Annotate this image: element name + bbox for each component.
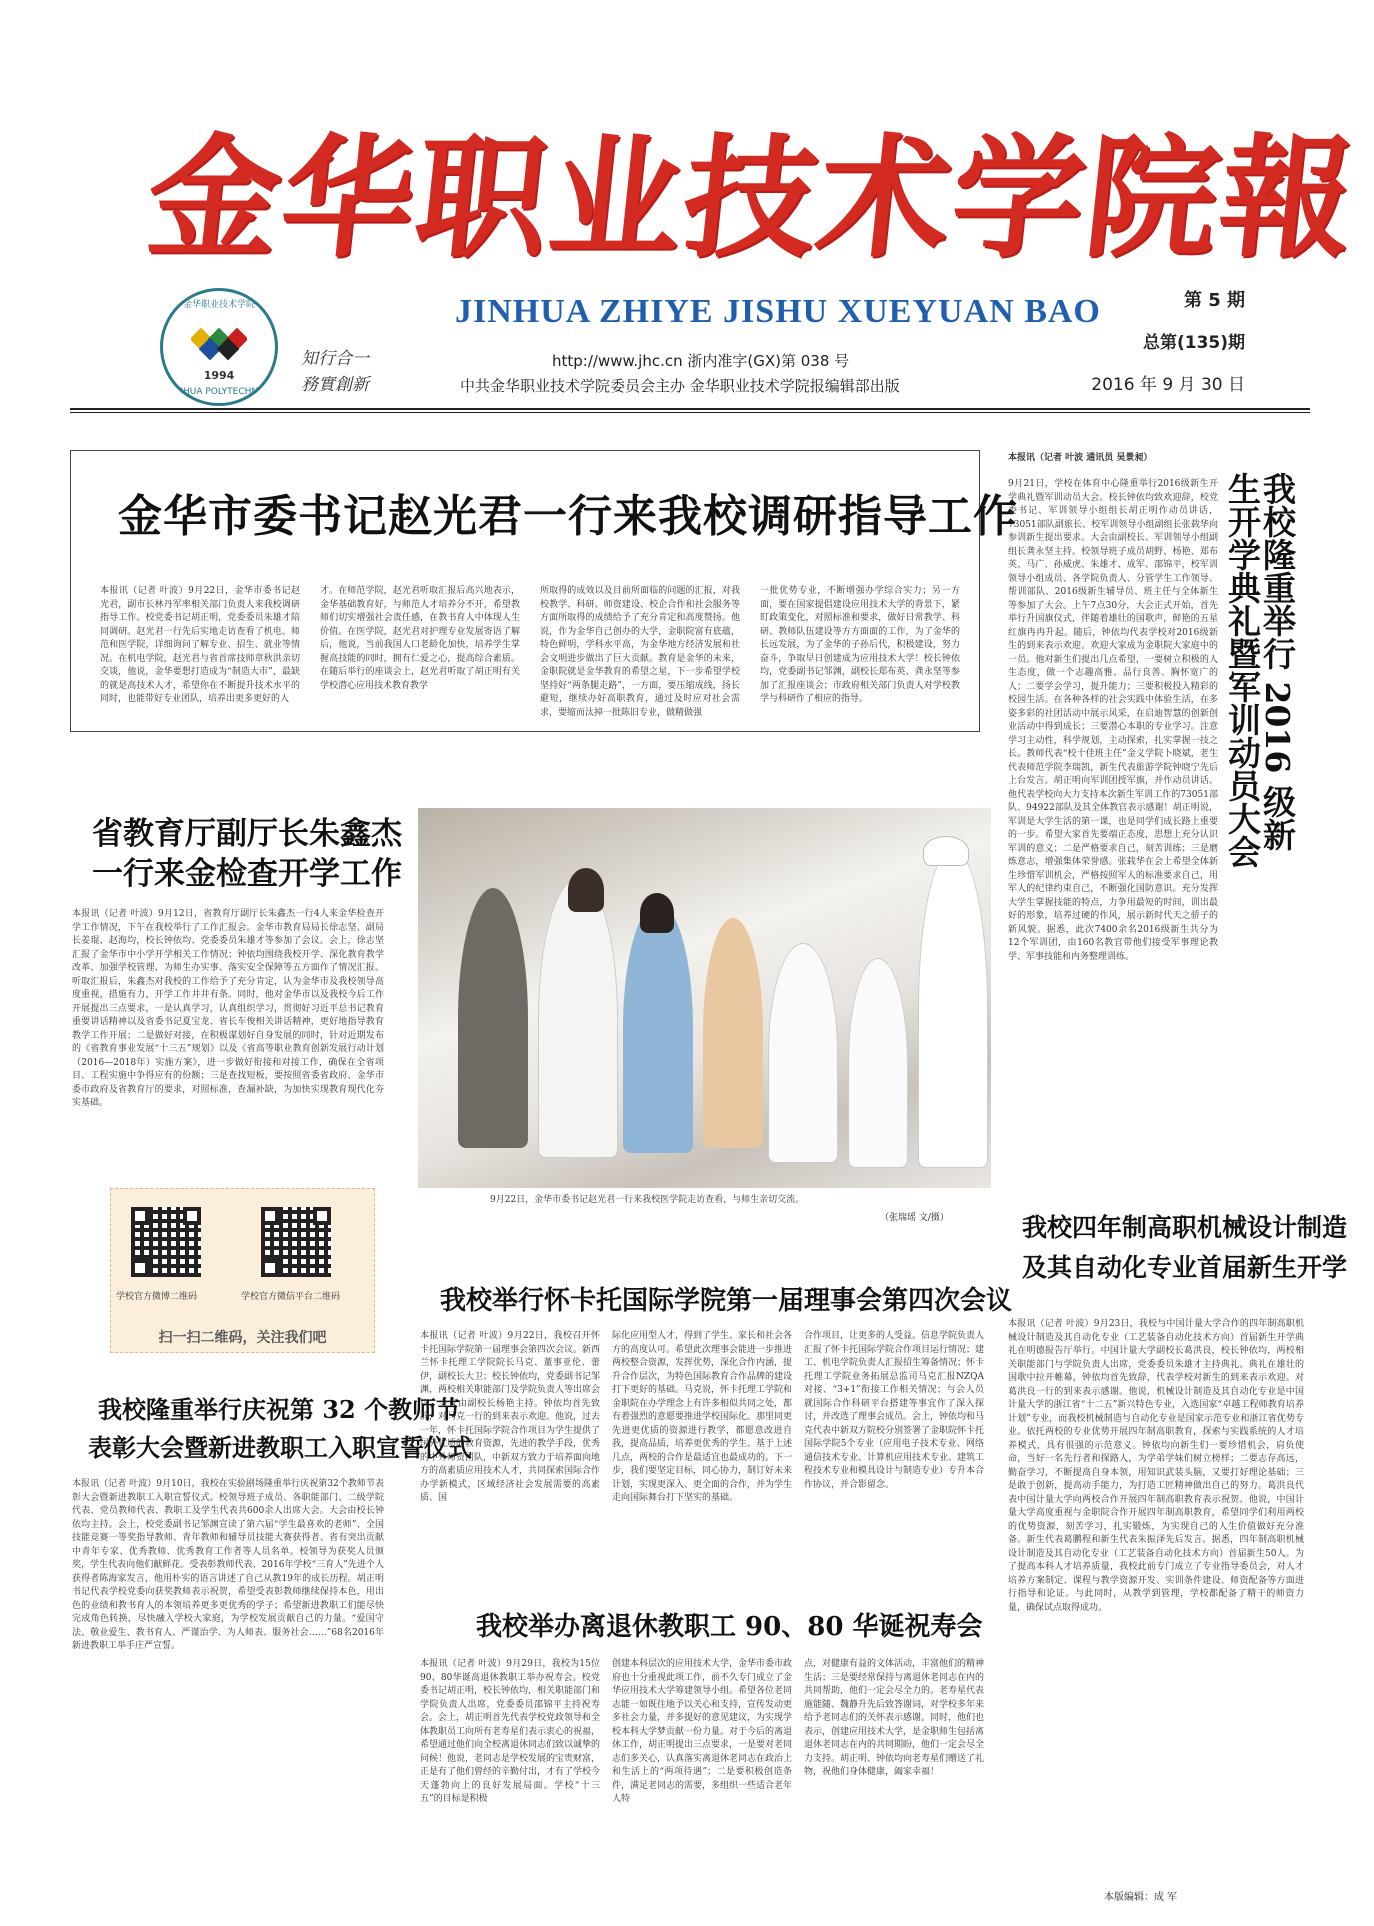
lead-column-1: 本报讯（记者 叶波）9月22日，金华市委书记赵光君，副市长林丹军率相关部门负责人来我校调研指导工作。校党委书记胡正明，党委委员朱雄才陪同调研。赵光君一行先后实地走访查看了机电、师范和医学院，详细询问了解专业、招生、就业等情况。在机电学院，赵光君与省首席技师章秋洪亲切交谈，他说，金华要想打造成为“制造大市”，最缺的就是高技术人才，希望你在不断提升技术水平的同时，也能带好专业团队，培养出更多更好的人: [100, 586, 300, 704]
logo-text-bottom: JINHUA POLYTECHNIC: [170, 387, 268, 397]
right-article-headline: 我校隆重举行 2016 级新生开学典礼暨军训动员大会: [1223, 472, 1297, 868]
issue-number: 第 5 期: [1183, 290, 1245, 311]
college-motto: [290, 346, 380, 398]
council-headline: 我校举行怀卡托国际学院第一届理事会第四次会议: [440, 1286, 1013, 1316]
logo-emblem-icon: [191, 327, 247, 361]
sponsor-line: 中共金华职业技术学院委员会主办 金华职业技术学院报编辑部出版: [460, 377, 900, 395]
council-column-1: 本报讯（记者 叶波）9月22日，我校召开怀卡托国际学院第一届理事会第四次会议。新西兰怀卡托理工学院院长马克、董事亚伦、蕾伊，副校长大卫；校长钟依均，党委副书记邹渊，两校相关职能部门及学院负责人等出席会议，会议由副校长杨艳主持。钟依均首先致辞，对马克一行的到来表示欢迎。他说，过去一年，怀卡托国际学院合作项目为学生提供了国外优质的教育资源，先进的教学手段，优秀的中外师资团队，中新双方致力于培养面向地方的高素质应用技术人才，共同探索国际合作办学新模式，区域经济社会发展需要的高素质、国: [420, 1331, 600, 1503]
photo-credit: （张瑞瑶 文/摄）: [880, 1213, 949, 1223]
wechat-qr-label: 学校官方微信平台二维码: [241, 1292, 341, 1302]
council-column-3: 合作项目，让更多的人受益。信息学院负责人汇报了怀卡托国际学院合作项目运行情况；建工、机电学院负责人汇报招生筹备情况；怀卡托理工学院业务拓展总监司马克汇报NZQA对接、“3+1”衔接工作相关情况；与会人员就国际合作科研平台搭建等事宜作了深入探讨，并改选了理事会成员。会上，钟依均和马克代表中新双方院校分别签署了金职院怀卡托国际学院5个专业（应用电子技术专业、网络通信技术专业、计算机应用技术专业、建筑工程技术专业和模具设计与制造专业）专升本合作协议，并合影留念。: [804, 1331, 984, 1490]
logo-year: 1994: [203, 369, 235, 382]
teacher-headline-line-1: 我校隆重举行庆祝第 32 个教师节: [98, 1395, 461, 1424]
mech-headline-line-2: 及其自动化专业首届新生开学: [1022, 1253, 1348, 1282]
edu-article-body: 本报讯（记者 叶波）9月12日，省教育厅副厅长朱鑫杰一行4人来金华检查开学工作情况，下午在我校举行了工作汇报会。金华市教育局局长徐志坚、副局长姜琨、赵海均，校长钟依均、党委委员朱雄才等参加了会议。会上，徐志坚汇报了金华市中小学开学相关工作情况；钟依均围绕我校开学、深化教育教学改革、加强学校管理、为师生办实事、落实安全保障等五方面作了情况汇报。听取汇报后，朱鑫杰对我校的工作给予了充分肯定，认为金华市及我校领导高度重视，措施有力，开学工作井井有条。同时，他对金华市以及我校今后工作开展提出三点要求，一是认真学习，认真组织学习，贯彻好习近平总书记教育重要讲话精神以及省委书记夏宝龙、省长车俊相关讲话精神，更好地指导教育教学工作开展；二是做好对接，在积极谋划好自身发展的同时，针对近期发布的《省教育事业发展“十三五”规划》以及《省高等职业教育创新发展行动计划（2016—2018年）实施方案》，进一步做好衔接和对接工作，确保在全省项目、工程实施中争得应有的份额；三是查找短板，要按照省委省政府、金华市委市政府及省教育厅的要求，对照标准，查漏补缺，为加快实现教育现代化夯实基础。: [72, 909, 384, 1108]
lead-column-2: 才。在师范学院，赵光君听取汇报后高兴地表示，金华基础教育好，与师范人才培养分不开，希望教师们切实增强社会责任感，在教书育人中体现人生价值。在医学院，赵光君对护理专业发展寄语了解后，他说，当前我国人口老龄化加快，培养学生掌握高技能的同时，拥有仁爱之心，提高综合素质。在随后举行的座谈会上，赵光君听取了胡正明有关学校潜心应用技术教育教学: [320, 586, 520, 691]
retiree-column-3: 点，对健康有益的文体活动，丰富他们的精神生活；三是要经常保持与离退休老同志在内的共同帮助，他们一定会尽全力的。老寿星代表施能随、魏静升先后致答谢词，对学校多年来给予老同志们的关怀表示感谢。同时，他们也表示，创建应用技术大学，是金职师生包括离退休老同志在内的共同期盼，他们一定会尽全力支持。胡正明、钟依均向老寿星们赠送了礼物，祝他们身体健康，阖家幸福！: [804, 1659, 984, 1777]
photo-caption: 9月22日，金华市委书记赵光君一行来我校医学院走访查看，与师生亲切交流。: [490, 1195, 805, 1205]
masthead-divider-thin: [70, 412, 1310, 413]
masthead-pinyin: JINHUA ZHIYE JISHU XUEYUAN BAO: [455, 293, 1101, 330]
edu-headline-line-2: 一行来金检查开学工作: [92, 856, 402, 892]
total-issue-number: 总第(135)期: [1142, 333, 1245, 353]
teacher-article-body: 本报讯（记者 叶波）9月10日，我校在实验剧场隆重举行庆祝第32个教师节表彰大会暨新进教职工入职宣誓仪式。校领导班子成员、各职能部门、二级学院代表、党员教师代表、教职工及学生代表共600余人出席大会。大会由校长钟依均主持。会上，校党委副书记邹渊宣读了第六届“学生最喜欢的老师”、全国技能竞赛一等奖指导教师、青年教师和辅导员技能大赛获得者、省有突出贡献中青年专家、优秀教师、优秀教育工作者等人员名单。校领导为获奖人员颁奖，学生代表向他们献鲜花。受表彰教师代表、2016年学校“三育人”先进个人获得者陈海家发言，他用朴实的语言讲述了自己从教19年的成长历程。胡正明书记代表学校党委向获奖教师表示祝贺，希望受表彰教师继续保持本色，用出色的业绩和教书育人的本领培养更多更优秀的学子；希望新进教职工们能尽快完成角色转换，尽快融入学校大家庭，为学校发展贡献自己的力量。“爱国守法、敬业爱生、教书育人、严谨治学、为人师表、服务社会……”68名2016年新进教职工举手庄严宣誓。: [72, 1479, 384, 1651]
lead-column-3: 所取得的成效以及目前所面临的问题的汇报，对我校教学、科研、师资建设、校企合作和社会服务等方面所取得的成绩给予了充分肯定和高度赞扬。他说，作为金华自己创办的大学，金职院富有底蕴，特色鲜明，学科水平高，为金华地方经济发展和社会文明进步做出了巨大贡献。教育是金华的未来，金职院就是金华教育的希望之星，下一步希望学校坚持好“两条腿走路”，一方面，要压缩成线，扬长避短，继续办好高职教育，通过及时应对社会需求，要缩而汰掉一批陈旧专业，做精做强: [540, 586, 740, 718]
teacher-headline-line-2: 表彰大会暨新进教职工入职宣誓仪式: [88, 1433, 472, 1462]
page-editor: 本版编辑：成 军: [1104, 1892, 1178, 1903]
weibo-qr-code[interactable]: [131, 1207, 201, 1277]
council-column-2: 际化应用型人才，得到了学生、家长和社会各方的高度认可。希望此次理事会能进一步推进两校整合资源，发挥优势，深化合作内涵，提升合作层次，为特色国际教育合作品牌的建设打下更好的基础。马克说，怀卡托理工学院和金职院在办学理念上有许多相似共同之处，都有着强烈的意愿要推进学校国际化。那里同更先进更优质的资源进行教学，都愿意改进自我，提高品质，培养更优秀的学生。基于上述几点，两校的合作是最适宜也最成功的。下一步，我们要坚定目标，同心协力，制订好未来计划，实现更深入、更全面的合作，并为学生走向国际舞台打下坚实的基础。: [612, 1331, 792, 1503]
website-and-license: http://www.jhc.cn 浙内准字(GX)第 038 号: [552, 352, 850, 370]
lead-column-4: 一批优势专业，不断增强办学综合实力；另一方面，要在国家提倡建设应用技术大学的背景下，紧盯政策变化，对照标准和要求，做好日常教学、科研、教师队伍建设等方方面面的工作，为了金华的长远发展，为了金华的子孙后代，积极建设，努力奋斗，争取早日创建成为应用技术大学！校长钟依均，党委副书记邹渊，副校长郑布英、龚永坚等参加了汇报座谈会；市政府相关部门负责人对学校教学与科研作了相应的指导。: [760, 586, 960, 704]
qr-code-panel: [110, 1188, 375, 1353]
weibo-qr-label: 学校官方微博二维码: [116, 1292, 198, 1302]
college-logo: [160, 288, 278, 406]
wechat-qr-code[interactable]: [261, 1207, 331, 1277]
motto-line-1: 知行合一: [301, 349, 369, 369]
mech-article-body: 本报讯（记者 叶波）9月23日，我校与中国计量大学合作的四年制高职机械设计制造及其自动化专业（工艺装备自动化技术方向）首届新生开学典礼在明德报告厅举行。中国计量大学副校长葛洪良，校长钟依均，两校相关职能部门与学院负责人出席，党委委员朱雄才主持典礼。典礼在雄壮的国歌中拉开帷幕，钟依均首先致辞，代表学校对新生的到来表示欢迎。对葛洪良一行的到来表示感谢。他说，机械设计制造及其自动化专业是中国计量大学的浙江省“十二五”新兴特色专业，入选国家“卓越工程师教育培养计划”专业，而我校机械制造与自动化专业是国家示范专业和浙江省优势专业。依托两校的专业优势开展四年制高职教育，探索与实践系统的人才培养模式，具有很强的示范意义。钟依均向新生们一要珍惜机会，肩负使命，当好一名先行者和探路人，为学弟学妹们树立榜样；二要志存高远，勤奋学习，不断提高自身本领，用知识武装头脑，又要打好理论基础；三是敢于创新，提高动手能力，为打造工匠精神做出自己的努力。葛洪良代表中国计量大学向两校合作开展四年制高职教育表示祝贺。他说，中国计量大学高度重视与金职院合作开展四年制高职教育，希望同学们利用两校的优势资源，刻苦学习，扎实锻炼，为实现自己的人生价值做好充分准备。新生代表葛鹏程和新生代表朱振泽先后发言。据悉，四年制高职机械设计制造及其自动化专业（工艺装备自动化技术方向）首届新生50人。为了提高本科人才培养质量，我校此前专门成立了专业指导委员会，对人才培养方案制定、课程与教学资源开发、实训条件建设、师资配备等方面进行指导和论证。与此同时，从教学到管理，学校都配备了精干的师资力量，确保试点取得成功。: [1008, 1319, 1304, 1613]
edu-headline-line-1: 省教育厅副厅长朱鑫杰: [92, 816, 402, 852]
lead-headline: 金华市委书记赵光君一行来我校调研指导工作: [118, 491, 1018, 542]
right-article-lead-in: 本报讯（记者 叶波 通讯员 吴景昶）: [1008, 453, 1153, 463]
mech-headline-line-1: 我校四年制高职机械设计制造: [1022, 1213, 1348, 1242]
right-article-body: 9月21日，学校在体育中心隆重举行2016级新生开学典礼暨军训动员大会。校长钟依均致欢迎辞，校党委书记、军训领导小组组长胡正明作动员讲话，73051部队副旅长、校军训领导小组副组长张载华向参训新生提出要求。大会由副校长、军训领导小组副组长龚永坚主持。校领导班子成员胡野、杨艳、郑布英、马广、孙威虎、朱雄才、成军、邵锦平，校军训领导小组成员、各学院负责人、分管学生工作领导、帮训部队、2016级新生辅导员、班主任与全体新生等参加了大会。上午7点30分，大会正式开始，首先举行升国旗仪式，伴随着雄壮的国歌声，鲜艳的五星红旗冉冉升起。随后，钟依均代表学校对2016级新生的到来表示欢迎。欢迎大家成为金职院大家庭中的一员。他对新生们提出几点希望，一要树立积极的人生态度，做一个志趣高雅、品行良善、胸怀宽广的人；二要学会学习，提升能力；三要积极投入精彩的校园生活。在各种各样的社会实践中体验生活，在多姿多彩的社团活动中展示风采，在启迪智慧的创新创业活动中得到成长；三要潜心本职的专业学习。注意学习主动性，科学规划，主动探索，扎实掌握一技之长。教师代表“校十佳班主任”金义学院卜晓斌，老生代表师范学院李瑞凯，新生代表旅游学院钟晓宁先后上台发言。胡正明向军训团授军旗，并作动员讲话。他代表学校向大力支持本次新生军训工作的73051部队、94922部队及其全体教官表示感谢！胡正明说，军训是大学生活的第一课，也是同学们成长路上重要的一步。希望大家首先要端正态度，思想上充分认识军训的意义；二是严格要求自己，刻苦训练；三是磨炼意志，增强集体荣誉感。张载华在会上希望全体新生珍惜军训机会，严格按照军人的标准要求自己，用军人的纪律约束自己，不断强化国防意识。充分发挥大学生掌握技能的特点，力争用最短的时间，训出最好的形象，培养过硬的作风，展示新时代天之骄子的新风貌。据悉，此次7400余名2016级新生共分为12个军训团，由160名教官带他们接受军事理论教学、军事技能和内务整理训练。: [1008, 479, 1218, 962]
masthead-divider: [70, 408, 1310, 410]
masthead-title: 金华职业技术学院報: [140, 121, 1363, 276]
logo-text-top: 金华职业技术学院: [182, 300, 255, 310]
issue-date: 2016 年 9 月 30 日: [1091, 375, 1245, 395]
retiree-column-2: 创建本科层次的应用技术大学，金华市委市政府也十分重视此项工作，前不久专门成立了金华应用技术大学筹建领导小组。希望各位老同志能一如既往地予以关心和支持，宣传发动更多社会力量，并多提好的意见建议，为实现学校本科大学梦贡献一份力量。对于今后的离退休工作，胡正明提出三点要求，一是要对老同志们多关心，认真落实离退休老同志在政治上和生活上的“两项待遇”；二是要积极创造条件，满足老同志的需要，多组织一些适合老年人特: [612, 1659, 792, 1804]
retiree-headline: 我校举办离退休教职工 90、80 华诞祝寿会: [476, 1612, 983, 1642]
retiree-column-1: 本报讯（记者 叶波）9月29日，我校为15位90、80华诞高退休教职工举办祝寿会。校党委书记胡正明，校长钟依均，相关职能部门和学院负责人出席，党委委员邵锦平主持祝寿会。会上，胡正明首先代表学校党政领导和全体教职员工向所有老寿星们表示衷心的祝福，希望通过他们向全校离退休同志们致以诚挚的问候！他说，老同志是学校发展的宝贵财富，正是有了他们曾经的辛勤付出，才有了学校今天蓬勃向上的良好发展局面。学校“十三五”的目标是积极: [420, 1659, 600, 1804]
motto-line-2: 務實創新: [301, 375, 369, 395]
news-photo: [418, 808, 991, 1188]
qr-slogan: 扫一扫二维码，关注我们吧: [158, 1330, 327, 1346]
